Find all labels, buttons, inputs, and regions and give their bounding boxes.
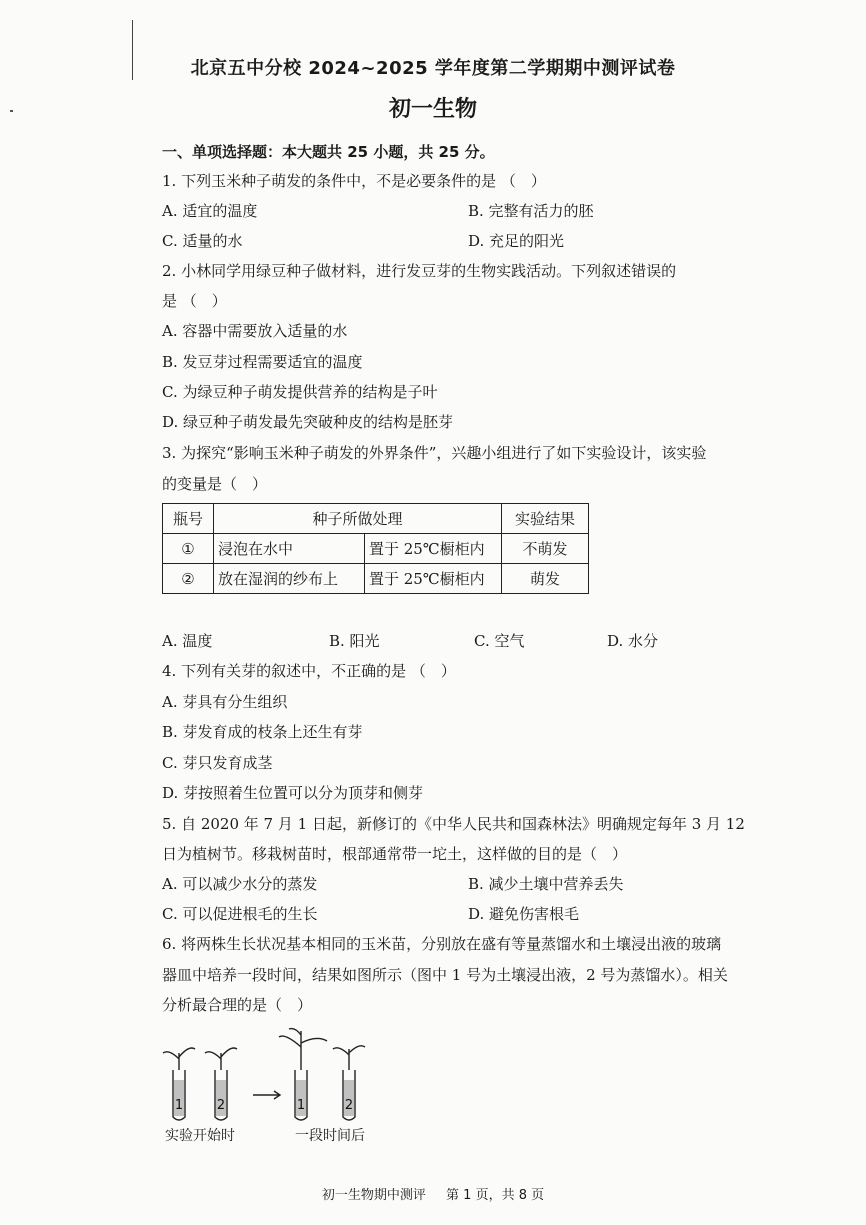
question-3-stem-cont: 的变量是（ ）: [162, 475, 268, 493]
question-5-stem: 5. 自 2020 年 7 月 1 日起，新修订的《中华人民共和国森林法》明确规定每年 3 月 12: [162, 815, 745, 833]
table-cell: 萌发: [502, 564, 589, 594]
table-cell: 不萌发: [502, 534, 589, 564]
question-3-option-b: B. 阳光: [329, 632, 380, 650]
question-6-stem: 6. 将两株生长状况基本相同的玉米苗，分别放在盛有等量蒸馏水和土壤浸出液的玻璃: [162, 935, 722, 953]
question-3-option-d: D. 水分: [607, 632, 659, 650]
seedling-figure: [155, 1025, 385, 1145]
question-4-option-d: D. 芽按照着生位置可以分为顶芽和侧芽: [162, 784, 424, 802]
footer-exam-name: 初一生物期中测评: [321, 1188, 426, 1203]
table-cell: 浸泡在水中: [214, 534, 365, 564]
table-row: [163, 564, 589, 594]
figure-caption-after: 一段时间后: [295, 1128, 365, 1144]
table-header: 瓶号: [163, 504, 214, 534]
table-header-row: [163, 504, 589, 534]
question-2-option-a: A. 容器中需要放入适量的水: [162, 322, 348, 340]
question-2-stem-cont: 是 （ ）: [162, 292, 227, 310]
experiment-table: [162, 503, 589, 594]
question-5-option-a: A. 可以减少水分的蒸发: [162, 875, 318, 893]
table-header: 实验结果: [502, 504, 589, 534]
question-4-option-c: C. 芽只发育成茎: [162, 754, 273, 772]
question-1-option-a: A. 适宜的温度: [162, 202, 258, 220]
table-row: [163, 534, 589, 564]
tube-label-1: 1: [296, 1098, 306, 1113]
tube-label-2: 2: [344, 1098, 354, 1113]
exam-title: 北京五中分校 2024~2025 学年度第二学期期中测评试卷: [190, 58, 676, 79]
question-4-stem: 4. 下列有关芽的叙述中，不正确的是 （ ）: [162, 662, 456, 680]
question-1-option-d: D. 充足的阳光: [468, 232, 565, 250]
question-1-option-b: B. 完整有活力的胚: [468, 202, 594, 220]
question-4-option-a: A. 芽具有分生组织: [162, 693, 288, 711]
seedling-1-start: [163, 1048, 195, 1070]
question-1-stem: 1. 下列玉米种子萌发的条件中，不是必要条件的是 （ ）: [162, 172, 546, 190]
seedling-1-after: [279, 1029, 327, 1070]
question-3-option-c: C. 空气: [474, 632, 525, 650]
question-2-option-c: C. 为绿豆种子萌发提供营养的结构是子叶: [162, 383, 438, 401]
exam-subject: 初一生物: [388, 97, 477, 122]
question-5-stem-cont: 日为植树节。移栽树苗时，根部通常带一坨土，这样做的目的是（ ）: [162, 845, 628, 863]
question-6-stem-cont2: 分析最合理的是（ ）: [162, 996, 313, 1014]
question-1-option-c: C. 适量的水: [162, 232, 243, 250]
section-heading: 一、单项选择题：本大题共 25 小题，共 25 分。: [162, 143, 495, 161]
table-cell: 置于 25℃橱柜内: [365, 534, 502, 564]
arrow: [253, 1091, 280, 1099]
question-2-option-d: D. 绿豆种子萌发最先突破种皮的结构是胚芽: [162, 413, 454, 431]
seedling-2-start: [205, 1048, 237, 1070]
question-5-option-c: C. 可以促进根毛的生长: [162, 905, 318, 923]
question-4-option-b: B. 芽发育成的枝条上还生有芽: [162, 723, 363, 741]
question-2-stem: 2. 小林同学用绿豆种子做材料，进行发豆芽的生物实践活动。下列叙述错误的: [162, 262, 677, 280]
footer-page-number: 第 1 页，共 8 页: [446, 1188, 545, 1203]
table-header: 种子所做处理: [214, 504, 502, 534]
page-footer: [0, 1184, 866, 1203]
question-3-option-a: A. 温度: [162, 632, 213, 650]
table-cell: ②: [163, 564, 214, 594]
table-cell: ①: [163, 534, 214, 564]
question-5-option-b: B. 减少土壤中营养丢失: [468, 875, 624, 893]
tube-label-2: 2: [216, 1098, 226, 1113]
question-5-option-d: D. 避免伤害根毛: [468, 905, 580, 923]
seedling-2-after: [333, 1046, 365, 1070]
figure-caption-start: 实验开始时: [165, 1128, 235, 1144]
question-3-stem: 3. 为探究“影响玉米种子萌发的外界条件”，兴趣小组进行了如下实验设计，该实验: [162, 444, 707, 462]
question-6-stem-cont: 器皿中培养一段时间，结果如图所示（图中 1 号为土壤浸出液，2 号为蒸馏水）。相关: [162, 966, 728, 984]
test-tube-illustration: [155, 1025, 385, 1125]
question-2-option-b: B. 发豆芽过程需要适宜的温度: [162, 353, 363, 371]
table-cell: 置于 25℃橱柜内: [365, 564, 502, 594]
tube-label-1: 1: [174, 1098, 184, 1113]
table-cell: 放在湿润的纱布上: [214, 564, 365, 594]
